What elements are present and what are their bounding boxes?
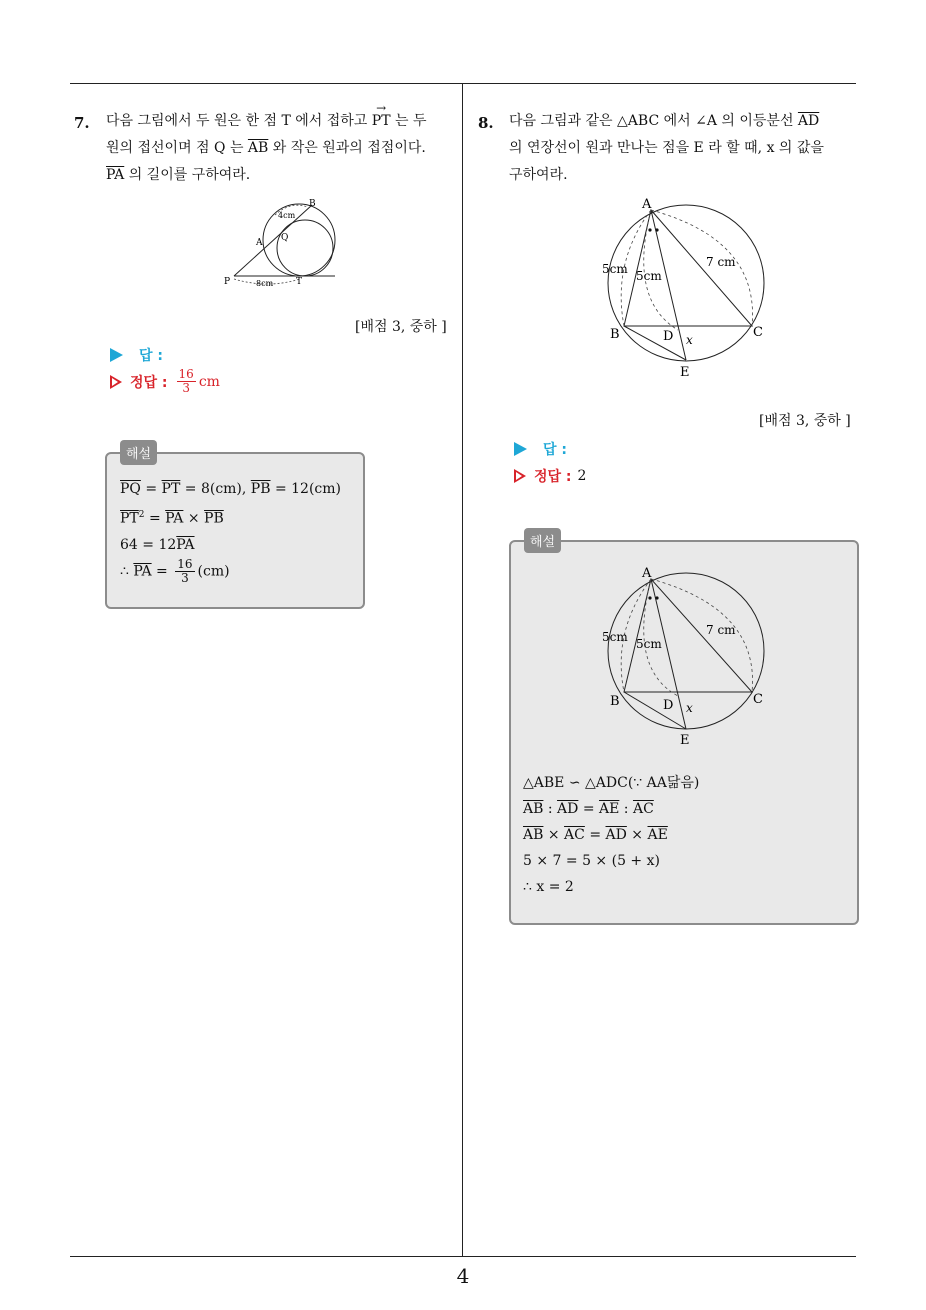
q7-vector-pt: → PT — [372, 108, 391, 135]
svg-text:5cm: 5cm — [636, 637, 662, 651]
q7-label-t: T — [296, 277, 303, 287]
outline-triangle-icon — [110, 375, 122, 389]
q7-label-q: Q — [281, 233, 289, 243]
svg-text:5cm: 5cm — [602, 630, 628, 644]
q7-label-a: A — [256, 238, 263, 248]
q8-number: 8. — [478, 114, 494, 132]
svg-text:C: C — [753, 325, 763, 340]
svg-text:A: A — [642, 566, 652, 581]
q7-correct-line — [110, 368, 220, 395]
play-triangle-icon — [514, 442, 527, 456]
q7-correct-value: $\frac{16}{3}$ cm — [178, 367, 220, 395]
play-triangle-icon — [110, 348, 123, 362]
page-number: 4 — [456, 1264, 470, 1288]
q8-solution-text: △ABE ∽ △ADC(∵ AA닮음) $\overline{AB}$ : $\overline{AD} = \overline{AE}$ : $\overline{AC}$ $\overline{AB} \times \overline{AC} = \overline{AD} \times \overline{AE}$ 5 × 7 = 5 × (5 + x) ∴ x = 2 — [523, 775, 700, 895]
q7-correct-label: 정답 : — [130, 374, 168, 391]
svg-text:B: B — [610, 694, 620, 709]
q7-label-8cm: 8cm — [256, 279, 274, 288]
q7-label-p: P — [224, 277, 231, 287]
q8-answer-label: 답 : — [543, 442, 567, 458]
q7-label-b: B — [309, 199, 316, 209]
q8-answer-line — [514, 439, 567, 459]
svg-text:B: B — [610, 327, 620, 342]
q8-correct-label: 정답 : — [534, 469, 572, 485]
q7-answer-line — [110, 345, 163, 365]
svg-text:5cm: 5cm — [602, 262, 628, 276]
svg-text:x: x — [686, 701, 693, 715]
q8-score: [배점 3, 중하 ] — [759, 413, 851, 429]
svg-text:5cm: 5cm — [636, 269, 662, 283]
q7-label-4cm: 4cm — [278, 211, 296, 220]
q7-answer-label: 답 : — [139, 348, 163, 364]
svg-text:7 cm: 7 cm — [706, 623, 736, 637]
q7-solution-tag: 해설 — [120, 440, 157, 465]
svg-text:7 cm: 7 cm — [706, 255, 736, 269]
q7-score: [배점 3, 중하 ] — [355, 319, 447, 335]
svg-text:D: D — [663, 698, 674, 713]
svg-text:x: x — [686, 333, 693, 347]
q7-solution-text: $\overline{PQ} = \overline{PT} = 8(cm)$, $\overline{PB} = 12(cm)$ $\overline{PT}^2 = \overline{PA} \times \overline{PB}$ $64 = 12\overline{PA}$ ∴ $\overline{PA}$ = $\frac{16}{3}$ (cm) — [120, 481, 342, 585]
svg-text:A: A — [642, 197, 652, 212]
outline-triangle-icon — [514, 469, 526, 483]
q8-correct-line — [514, 466, 586, 486]
top-rule — [70, 83, 856, 84]
bottom-rule — [70, 1256, 856, 1257]
q8-figure — [595, 192, 775, 382]
column-divider — [462, 83, 463, 1256]
q8-text: 다음 그림과 같은 △ABC 에서 ∠A 의 이등분선 $\overline{AD}$ 의 연장선이 원과 만나는 점을 E 라 할 때, x 의 값을 구하여라. — [509, 113, 824, 183]
q7-text: 다음 그림에서 두 원은 한 점 T 에서 접하고 → PT 는 두 원의 접선이며 점 Q 는 $\overline{AB}$ 와 작은 원과의 접점이다. $\overline{PA}$ 의 길이를 구하여라. — [106, 108, 456, 189]
q7-figure — [220, 195, 345, 290]
svg-text:E: E — [680, 365, 690, 380]
q8-solution-tag: 해설 — [524, 528, 561, 553]
q7-small-circle — [277, 220, 333, 276]
q8-correct-value: 2 — [577, 468, 587, 484]
svg-text:E: E — [680, 733, 690, 748]
svg-text:C: C — [753, 692, 763, 707]
q7-number: 7. — [74, 114, 90, 132]
q8-solution-figure — [595, 560, 775, 750]
svg-text:D: D — [663, 329, 674, 344]
